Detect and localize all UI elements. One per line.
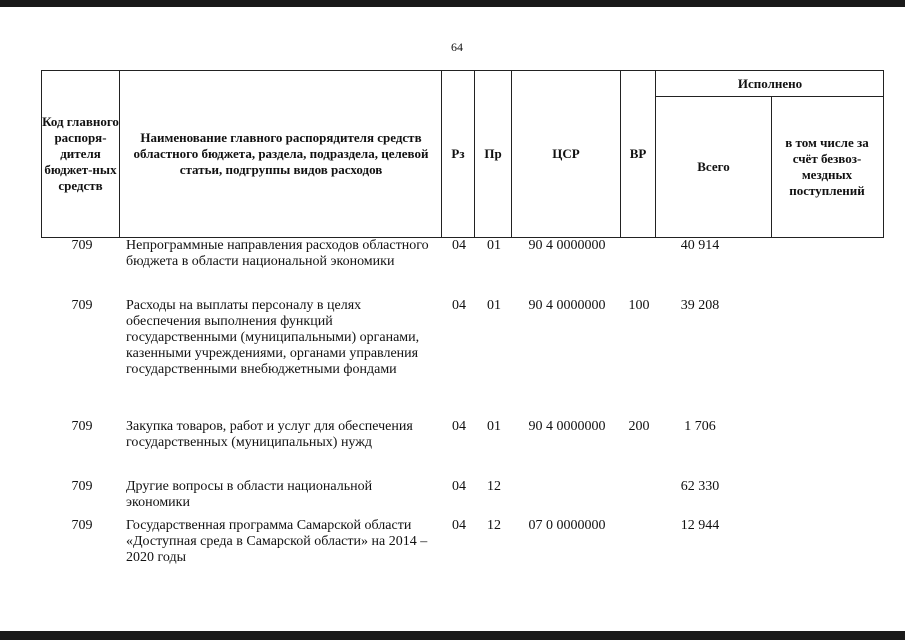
- row-total: 1 706: [684, 419, 716, 434]
- row-pr: 01: [487, 238, 501, 253]
- row-code: 709: [71, 238, 93, 253]
- row-total: 12 944: [680, 518, 720, 533]
- row-name: Непрограммные направления расходов областного бюджета в области национальной экономики: [126, 238, 429, 269]
- row-pr: 12: [487, 518, 501, 533]
- row-total: 39 208: [680, 298, 720, 313]
- row-rz: 04: [452, 298, 466, 313]
- row-csr: 90 4 0000000: [528, 419, 606, 434]
- header-pr: Пр: [484, 146, 502, 161]
- row-pr: 01: [487, 298, 501, 313]
- row-code: 709: [71, 518, 93, 533]
- row-code: 709: [71, 479, 93, 494]
- header-code: Код главного распоря-дителя бюджет-ных средств: [42, 114, 119, 193]
- page-number: 64: [451, 40, 463, 54]
- row-name: Закупка товаров, работ и услуг для обеспечения государственных (муниципальных) нужд: [126, 419, 413, 450]
- row-total: 40 914: [680, 238, 720, 253]
- row-csr: 90 4 0000000: [528, 238, 606, 253]
- row-vr: 100: [628, 298, 650, 313]
- row-pr: 01: [487, 419, 501, 434]
- row-total: 62 330: [680, 479, 720, 494]
- scan-bottom-edge: [0, 631, 905, 640]
- row-rz: 04: [452, 238, 466, 253]
- header-rz: Рз: [451, 146, 465, 161]
- row-csr: 07 0 0000000: [528, 518, 606, 533]
- header-total: Всего: [697, 159, 730, 174]
- row-pr: 12: [487, 479, 501, 494]
- header-vr: ВР: [629, 146, 647, 161]
- row-vr: 200: [628, 419, 650, 434]
- row-code: 709: [71, 419, 93, 434]
- divider: [771, 96, 772, 238]
- row-rz: 04: [452, 419, 466, 434]
- header-csr: ЦСР: [552, 146, 580, 161]
- row-name: Государственная программа Самарской области «Доступная среда в Самарской области» на 2014 – 2020 годы: [126, 518, 428, 565]
- row-rz: 04: [452, 479, 466, 494]
- row-name: Расходы на выплаты персоналу в целях обеспечения выполнения функций государственными (муниципальными) органами, казенными учреждениями, органами управления государственными внебюджетными фондами: [126, 298, 420, 377]
- scan-top-edge: [0, 0, 905, 7]
- divider: [119, 70, 120, 238]
- row-csr: 90 4 0000000: [528, 298, 606, 313]
- header-executed: Исполнено: [737, 75, 803, 91]
- row-name: Другие вопросы в области национальной экономики: [126, 479, 373, 510]
- header-gratuitous: в том числе за счёт безвоз-мездных поступлений: [785, 135, 869, 198]
- header-name: Наименование главного распорядителя средств областного бюджета, раздела, подраздела, целевой статьи, подгруппы видов расходов: [133, 130, 429, 177]
- row-rz: 04: [452, 518, 466, 533]
- row-code: 709: [71, 298, 93, 313]
